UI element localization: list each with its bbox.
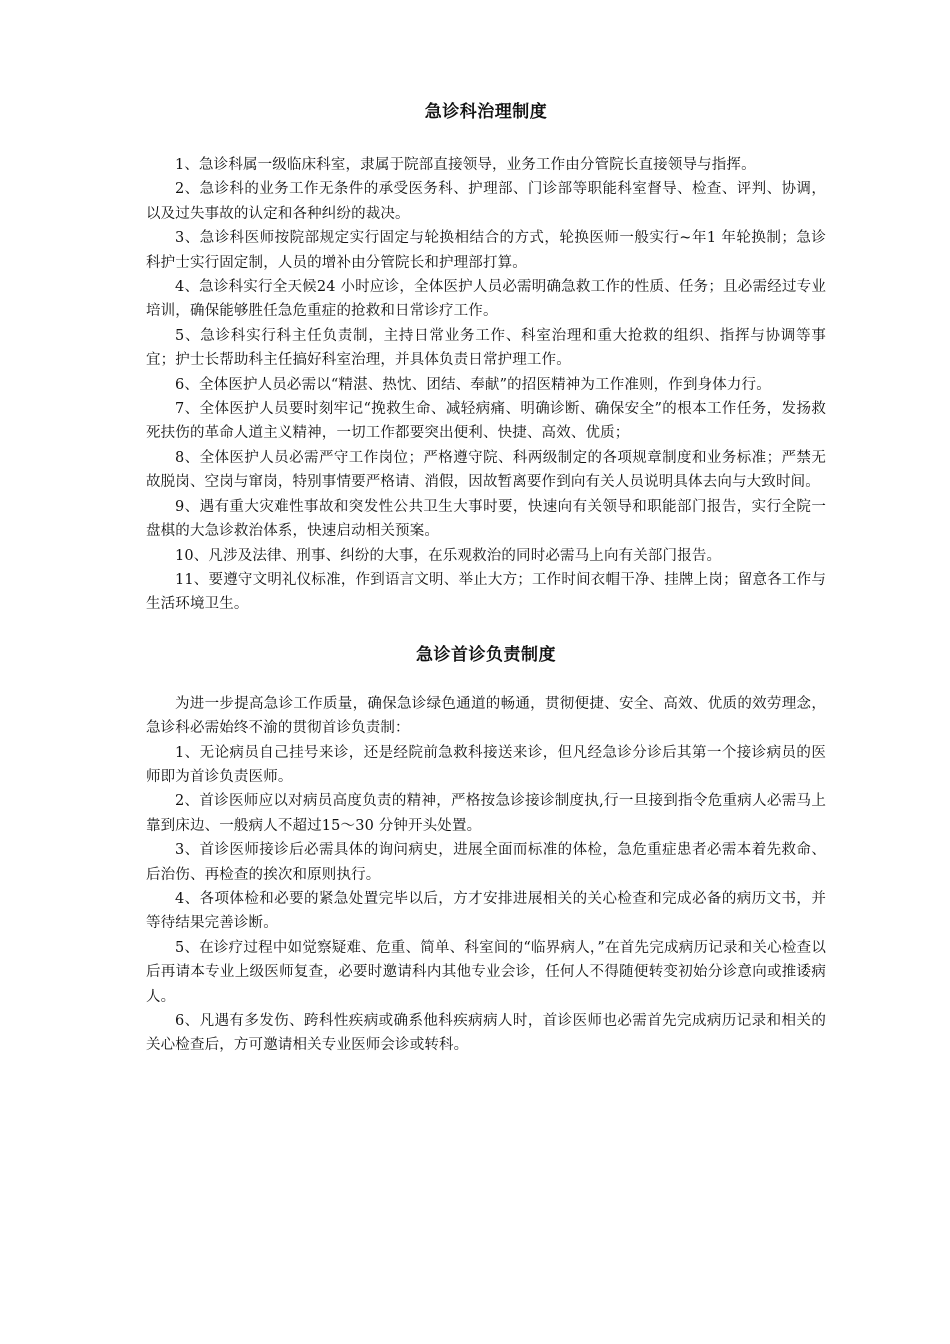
document-body: [146, 98, 826, 1058]
section-first-visit-responsibility: [146, 692, 826, 1058]
paragraph-management-4: 4、急诊科实行全天候24 小时应诊，全体医护人员必需明确急救工作的性质、任务；且必需经过专业培训，确保能够胜任急危重症的抢救和日常诊疗工作。: [146, 279, 826, 320]
paragraph-management-1: 1、急诊科属一级临床科室，隶属于院部直接领导，业务工作由分管院长直接领导与指挥。: [175, 157, 756, 173]
paragraph-management-7: 7、全体医护人员要时刻牢记“挽救生命、减轻病痛、明确诊断、确保安全”的根本工作任务，发扬救死扶伤的革命人道主义精神，一切工作都要突出便利、快捷、高效、优质；: [146, 401, 826, 442]
section-emergency-management: [146, 153, 826, 617]
paragraph-first-visit-4: 4、各项体检和必要的紧急处置完毕以后，方才安排进展相关的关心检查和完成必备的病历文书，并等待结果完善诊断。: [146, 890, 826, 932]
paragraph-first-visit-5: 5、在诊疗过程中如觉察疑难、危重、简单、科室间的“临界病人，”在首先完成病历记录和关心检查以后再请本专业上级医师复查，必要时邀请科内其他专业会诊，任何人不得随便转变初始分诊意向或推诿病人。: [146, 939, 826, 1005]
section-title-first-visit-responsibility: 急诊首诊负责制度: [416, 644, 556, 665]
paragraph-management-3: 3、急诊科医师按院部规定实行固定与轮换相结合的方式，轮换医师一般实行~年1 年轮换制；急诊科护士实行固定制，人员的增补由分管院长和护理部打算。: [146, 230, 826, 271]
paragraph-first-visit-intro: 为进一步提高急诊工作质量，确保急诊绿色通道的畅通，贯彻便捷、安全、高效、优质的效劳理念，急诊科必需始终不渝的贯彻首诊负责制：: [146, 695, 826, 737]
paragraph-management-5: 5、急诊科实行科主任负责制，主持日常业务工作、科室治理和重大抢救的组织、指挥与协调等事宜；护士长帮助科主任搞好科室治理，并具体负责日常护理工作。: [146, 327, 826, 369]
paragraph-management-8: 8、全体医护人员必需严守工作岗位；严格遵守院、科两级制定的各项规章制度和业务标准；严禁无故脱岗、空岗与窜岗，特别事情要严格请、消假，因故暂离要作到向有关人员说明具体去向与大致时间。: [146, 449, 826, 491]
paragraph-management-6: 6、全体医护人员必需以“精湛、热忱、团结、奉献”的招医精神为工作准则，作到身体力行。: [175, 376, 771, 393]
paragraph-first-visit-1: 1、无论病员自己挂号来诊，还是经院前急救科接送来诊，但凡经急诊分诊后其第一个接诊病员的医师即为首诊负责医师。: [146, 744, 826, 785]
paragraph-first-visit-3: 3、首诊医师接诊后必需具体的询问病史，进展全面而标准的体检，急危重症患者必需本着先救命、后治伤、再检查的挨次和原则执行。: [146, 842, 826, 883]
paragraph-management-11: 11、要遵守文明礼仪标准，作到语言文明、举止大方；工作时间衣帽干净、挂牌上岗；留意各工作与生活环境卫生。: [146, 571, 826, 613]
paragraph-first-visit-2: 2、首诊医师应以对病员高度负责的精神，严格按急诊接诊制度执,行一旦接到指令危重病人必需马上靠到床边、一般病人不超过15～30 分钟开头处置。: [146, 793, 826, 834]
section-title-emergency-management: 急诊科治理制度: [424, 102, 548, 122]
paragraph-management-10: 10、凡涉及法律、刑事、纠纷的大事，在乐观救治的同时必需马上向有关部门报告。: [175, 547, 722, 564]
paragraph-management-9: 9、遇有重大灾难性事故和突发性公共卫生大事时要，快速向有关领导和职能部门报告，实行全院一盘棋的大急诊救治体系，快速启动相关预案。: [146, 498, 826, 540]
paragraph-first-visit-6: 6、凡遇有多发伤、跨科性疾病或确系他科疾病病人时，首诊医师也必需首先完成病历记录和相关的关心检查后，方可邀请相关专业医师会诊或转科。: [146, 1013, 826, 1054]
paragraph-management-2: 2、急诊科的业务工作无条件的承受医务科、护理部、门诊部等职能科室督导、检查、评判、协调，以及过失事故的认定和各种纠纷的裁决。: [146, 181, 826, 222]
